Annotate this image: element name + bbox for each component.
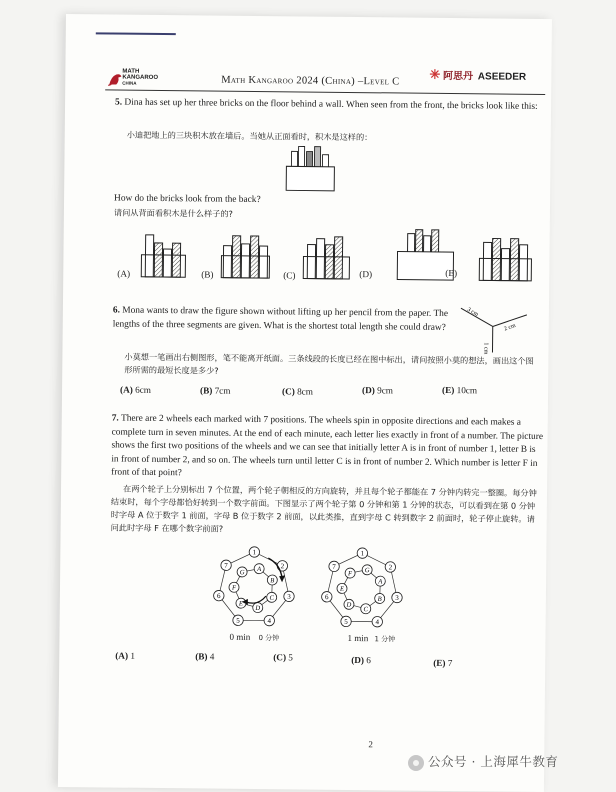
q6-option-d[interactable]	[362, 385, 393, 395]
q5-body: Dina has set up her three bricks on the floor behind a wall. When seen from the front, the bricks look like this:	[124, 98, 537, 112]
svg-text:B: B	[270, 577, 274, 584]
q7-option-e-label: (E)	[433, 658, 445, 668]
q6-segment-3cm: 3 cm	[466, 307, 480, 318]
q5-option-c-figure	[303, 237, 349, 279]
q5-option-b[interactable]: (B)	[201, 269, 213, 279]
q5-option-a-figure	[141, 235, 185, 277]
q6-option-d-label: (D)	[362, 385, 375, 395]
svg-text:B: B	[378, 596, 382, 603]
q6-body: Mona wants to draw the figure shown without lifting up her pencil from the paper. The lengths of the three segments are given. What is the shortest total length she could draw?	[113, 306, 448, 333]
svg-text:2: 2	[389, 563, 393, 571]
q6-option-b-label: (B)	[200, 385, 212, 395]
wheel-0-min	[210, 544, 299, 633]
wheel0-letter-C	[267, 592, 277, 602]
svg-text:3: 3	[287, 593, 291, 601]
q5-option-c[interactable]: (C)	[283, 270, 295, 280]
svg-text:1: 1	[253, 548, 257, 556]
wheel0-letter-G	[237, 567, 247, 577]
wheel1-number-7	[329, 561, 340, 572]
wheel1-number-5	[341, 616, 352, 627]
wheel0-letter-B	[267, 575, 277, 585]
svg-text:A: A	[377, 578, 383, 585]
watermark-text: 公众号 · 上海犀牛教育	[428, 754, 558, 769]
wheel1-letter-D	[344, 599, 354, 609]
q7-option-d[interactable]	[351, 655, 371, 665]
q7-option-a-value: 1	[130, 651, 135, 661]
q6-text	[113, 305, 449, 336]
q6-segment-1cm: 1 cm	[482, 342, 488, 354]
asterisk-icon: ✳	[429, 67, 440, 82]
wheel0-letter-A	[254, 564, 264, 574]
q5-front-view	[284, 142, 347, 195]
q6-option-e[interactable]	[442, 385, 477, 395]
q6-option-e-value: 10cm	[457, 385, 478, 395]
wheel1-letter-E	[337, 583, 347, 593]
q7-number: 7.	[112, 414, 119, 424]
q7-option-e-value: 7	[448, 658, 453, 668]
q6-option-c[interactable]	[282, 386, 313, 396]
q7-body: There are 2 wheels each marked with 7 positions. The wheels spin in opposite directions and each makes a complete turn in seven minutes. At the end of each minute, each letter lies exactly in front of a number. The picture shows the first two positions of the wheels and we can see that initially letter A is in front of number 1, letter B is in front of number 2, and so on. The wheels turn until letter C is in front of number 2. Which number is letter F in front of that point?	[111, 414, 543, 479]
wheel0-arrow-ccw	[246, 596, 266, 603]
page-number: 2	[368, 739, 373, 749]
q7-option-b-value: 4	[210, 652, 215, 662]
svg-text:5: 5	[344, 618, 348, 626]
q6-option-e-label: (E)	[442, 385, 454, 395]
q6-option-d-value: 9cm	[377, 385, 393, 395]
svg-text:6: 6	[325, 593, 329, 601]
wheel1-letter-F	[345, 568, 355, 578]
q5-options-figures	[113, 215, 544, 287]
svg-text:F: F	[231, 585, 237, 592]
wheel0-number-4	[264, 615, 275, 626]
svg-text:C: C	[269, 595, 274, 602]
svg-text:3: 3	[395, 594, 399, 602]
header-rule	[105, 89, 545, 95]
svg-text:7: 7	[224, 562, 228, 570]
q6-option-c-label: (C)	[282, 386, 295, 396]
q7-option-c[interactable]	[273, 652, 293, 662]
wheel0-number-7	[221, 560, 232, 571]
wheel-1-caption-cn: 1 分钟	[374, 635, 395, 643]
wheel-0-caption	[229, 632, 279, 644]
q6-option-b[interactable]	[200, 385, 230, 395]
svg-text:4: 4	[375, 618, 379, 626]
svg-text:E: E	[339, 586, 344, 593]
q6-number: 6.	[113, 306, 120, 316]
wheel1-letter-G	[362, 565, 372, 575]
q7-option-c-label: (C)	[273, 652, 286, 662]
svg-text:A: A	[256, 566, 262, 573]
q6-segment-2cm: 2 cm	[503, 323, 516, 333]
q7-option-a-label: (A)	[115, 651, 128, 661]
wechat-icon	[408, 755, 424, 771]
aseeder-brand	[429, 67, 526, 84]
q6-figure	[454, 302, 535, 359]
q5-question-cn: 请问从背面看积木是什么样子的?	[114, 207, 233, 221]
q5-question: How do the bricks look from the back?	[114, 193, 261, 208]
wheel0-number-2	[277, 561, 288, 572]
kangaroo-icon	[107, 70, 123, 86]
wheel0-letter-F	[229, 582, 239, 592]
q7-text	[111, 413, 544, 485]
wheel1-letter-A	[375, 576, 385, 586]
header-title: Math Kangaroo 2024 (China) –Level C	[221, 75, 399, 88]
wheel1-letter-C	[361, 604, 371, 614]
q5-option-a[interactable]: (A)	[117, 269, 130, 279]
wheel-0-caption-en: 0 min	[229, 632, 250, 642]
wheel0-number-5	[233, 615, 244, 626]
svg-text:C: C	[363, 606, 368, 613]
wheel1-letter-B	[375, 593, 385, 603]
svg-text:F: F	[347, 570, 353, 577]
svg-text:E: E	[238, 601, 243, 608]
wheel-1-min	[318, 545, 407, 634]
wheel1-number-1	[357, 548, 368, 559]
q5-option-b-figure	[221, 236, 269, 279]
wheel0-number-3	[284, 591, 295, 602]
q6-option-a[interactable]	[120, 385, 151, 395]
q7-option-b-label: (B)	[195, 651, 207, 661]
exam-page	[58, 14, 552, 792]
q7-text-cn: 在两个轮子上分别标出 7 个位置，两个轮子朝相反的方向旋转，并且每个轮子都能在 7 分钟内转完一整圈。每分钟结束时，每个字母都恰好转到一个数字前面。下图显示了两个轮子第 0 分钟和第 1 分钟的状态，可以看到在第 0 分钟时字母 A 位于数字 1 前面，字母 B 位于数字 2 前面，以此类推，直到字母 C 转到数字 2 前面时，轮子停止旋转。请问此时字母 F 在哪个数字前面?	[111, 482, 544, 539]
q6-option-c-value: 8cm	[297, 386, 313, 396]
q6-option-a-label: (A)	[120, 385, 133, 395]
wechat-watermark	[408, 752, 558, 771]
brand-cn: 阿思丹	[443, 71, 473, 82]
q5-option-e-figure	[479, 238, 531, 281]
svg-text:5: 5	[236, 617, 240, 625]
q5-option-d[interactable]: (D)	[359, 269, 372, 279]
svg-text:D: D	[254, 605, 260, 612]
q7-option-d-value: 6	[366, 655, 371, 665]
svg-text:D: D	[346, 602, 352, 609]
wheel-0-caption-cn: 0 分钟	[258, 634, 279, 642]
wheel1-number-4	[372, 616, 383, 627]
q5-option-e[interactable]: (E)	[445, 268, 457, 278]
wheel-1-caption	[347, 633, 395, 644]
header-top-rule	[96, 32, 176, 35]
svg-text:G: G	[365, 567, 370, 574]
logo-line-1: MATH	[122, 69, 158, 75]
q5-text	[115, 97, 547, 115]
q5-text-cn: 小迪把地上的三块积木放在墙后。当她从正面看时，积木是这样的：	[127, 129, 373, 145]
q7-option-e[interactable]	[433, 658, 452, 668]
svg-text:7: 7	[332, 563, 336, 571]
svg-text:6: 6	[217, 592, 221, 600]
wheel1-number-2	[385, 562, 396, 573]
svg-text:G: G	[240, 569, 245, 576]
q7-option-b[interactable]	[195, 651, 214, 661]
logo-line-3: CHINA	[122, 81, 158, 87]
q7-option-c-value: 5	[288, 652, 293, 662]
q6-option-b-value: 7cm	[215, 386, 231, 396]
q7-option-d-label: (D)	[351, 655, 364, 665]
q6-text-cn: 小莫想一笔画出右侧图形，笔不能离开纸面。三条线段的长度已经在图中标出，请问按照小莫的想法，画出这个图形所需的最短长度是多少?	[124, 351, 540, 381]
wheel0-number-6	[214, 590, 225, 601]
wheel1-number-3	[392, 592, 403, 603]
logo-line-2: KANGAROO	[122, 75, 158, 81]
brand-en: ASEEDER	[478, 71, 526, 83]
q7-option-a[interactable]	[115, 651, 135, 661]
wheel-1-caption-en: 1 min	[347, 633, 368, 643]
svg-text:2: 2	[281, 562, 285, 570]
svg-text:1: 1	[361, 550, 365, 558]
wheel1-number-6	[322, 592, 333, 603]
wheel0-letter-D	[253, 603, 263, 613]
wheel0-number-1	[249, 547, 260, 558]
q6-option-a-value: 6cm	[135, 385, 151, 395]
svg-text:4: 4	[267, 617, 271, 625]
q5-number: 5.	[115, 98, 122, 108]
